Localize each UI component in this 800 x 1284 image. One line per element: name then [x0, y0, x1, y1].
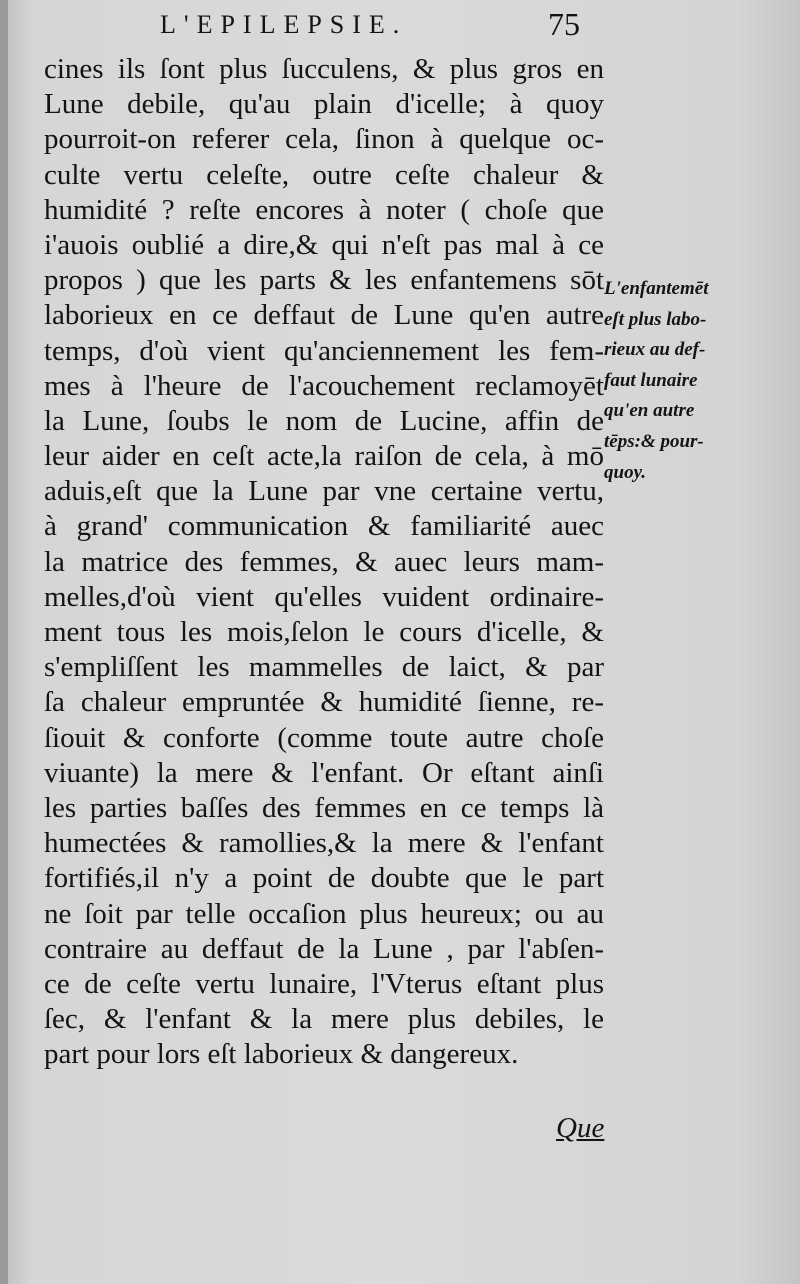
- text-line: la Lune, ſoubs le nom de Lucine, affin de: [44, 404, 604, 437]
- text-line: laborieux en ce deffaut de Lune qu'en autre: [44, 299, 604, 332]
- catchword: Que: [556, 1112, 605, 1144]
- text-line: ſa chaleur empruntée & humidité ſienne, re-: [44, 686, 604, 719]
- text-line: melles,d'où vient qu'elles vuident ordinaire-: [44, 580, 604, 613]
- text-line: s'empliſſent les mammelles de laict, & par: [44, 651, 604, 684]
- page-number: 75: [548, 6, 580, 42]
- margin-note-line: quoy.: [604, 461, 647, 483]
- text-line: ſec, & l'enfant & la mere plus debiles, le: [44, 1003, 604, 1036]
- text-line: la matrice des femmes, & auec leurs mam-: [44, 545, 604, 578]
- margin-note-line: faut lunaire: [604, 369, 698, 391]
- running-head: L'EPILEPSIE.: [160, 10, 408, 39]
- text-line: part pour lors eſt laborieux & dangereux.: [44, 1038, 519, 1071]
- text-line: i'auois oublié a dire,& qui n'eſt pas mal à ce: [44, 228, 604, 261]
- text-line: fortifiés,il n'y a point de doubte que le part: [44, 862, 604, 895]
- text-line: contraire au deffaut de la Lune , par l'abſen-: [44, 932, 604, 965]
- text-line: à grand' communication & familiarité auec: [44, 510, 604, 543]
- margin-note-line: L'enfantemēt: [604, 278, 709, 299]
- text-line: culte vertu celeſte, outre ceſte chaleur &: [44, 158, 604, 191]
- text-line: mes à l'heure de l'acouchement reclamoyēt: [44, 369, 604, 402]
- margin-note-line: rieux au def-: [604, 339, 706, 361]
- text-line: ment tous les mois,ſelon le cours d'icelle, &: [44, 616, 604, 648]
- text-line: cines ils ſont plus ſucculens, & plus gros en: [44, 53, 604, 85]
- margin-note-line: tēps:& pour-: [604, 430, 704, 452]
- text-line: viuante) la mere & l'enfant. Or eſtant ainſi: [44, 756, 604, 789]
- margin-note: [604, 274, 774, 488]
- text-line: pourroit-on referer cela, ſinon à quelque oc-: [44, 123, 604, 156]
- text-line: ce de ceſte vertu lunaire, l'Vterus eſtant plus: [44, 967, 604, 1000]
- text-line: ne ſoit par telle occaſion plus heureux; ou au: [44, 897, 604, 930]
- text-line: humectées & ramollies,& la mere & l'enfant: [44, 827, 604, 860]
- text-line: leur aider en ceſt acte,la raiſon de cela, à mō: [44, 440, 604, 473]
- text-line: humidité ? reſte encores à noter ( choſe que: [44, 193, 604, 226]
- page-gutter-edge: [0, 0, 8, 1284]
- body-text-block: [44, 52, 604, 1072]
- margin-note-line: qu'en autre: [604, 400, 695, 422]
- text-line: temps, d'où vient qu'anciennement les fem-: [44, 334, 604, 367]
- text-line: les parties baſſes des femmes en ce temps là: [44, 791, 604, 824]
- text-line: ſiouit & conforte (comme toute autre choſe: [44, 721, 604, 754]
- margin-note-line: eſt plus labo-: [604, 308, 707, 330]
- text-line: propos ) que les parts & les enfantemens sōt: [44, 264, 604, 297]
- text-line: Lune debile, qu'au plain d'icelle; à quoy: [44, 88, 604, 121]
- text-line: aduis,eſt que la Lune par vne certaine vertu,: [44, 475, 604, 508]
